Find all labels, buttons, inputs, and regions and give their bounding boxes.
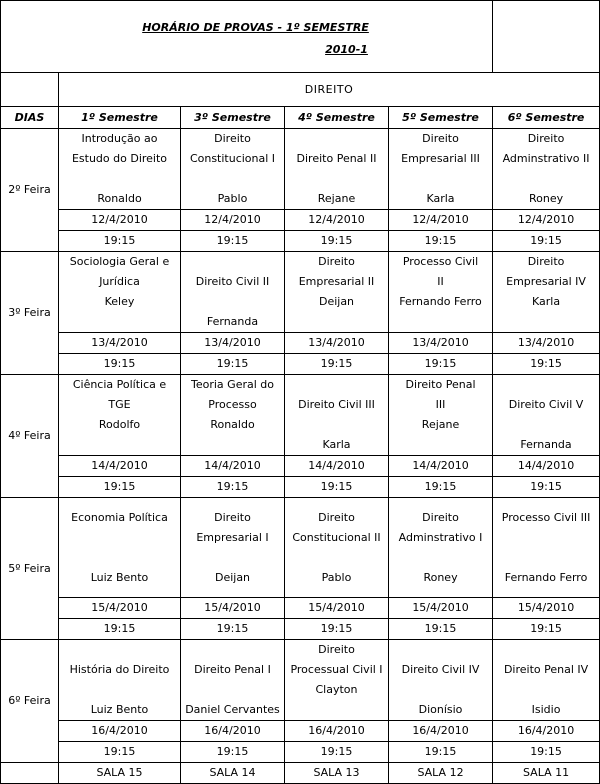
exam-date: 12/4/2010 xyxy=(285,210,389,231)
exam-subject-cell xyxy=(59,375,181,456)
subject-line xyxy=(389,548,492,568)
professor-name: Luiz Bento xyxy=(90,703,149,716)
exam-subject-cell xyxy=(285,375,389,456)
subject-line: Jurídica xyxy=(99,275,140,288)
subject-line: Adminstrativo I xyxy=(398,530,483,544)
subject-line: Direito xyxy=(214,510,251,524)
subject-line: Ciência Política e xyxy=(72,378,167,391)
room-label: SALA 12 xyxy=(389,763,493,784)
exam-date: 16/4/2010 xyxy=(389,721,493,742)
exam-date: 12/4/2010 xyxy=(181,210,285,231)
subject-line: Direito Penal IV xyxy=(503,663,589,676)
day-label: 3º Feira xyxy=(1,252,59,375)
subject-line: Rejane xyxy=(421,418,460,431)
subject-line xyxy=(285,548,388,568)
exam-subject-cell xyxy=(59,129,181,210)
exam-subject-cell xyxy=(181,640,285,721)
subject-line xyxy=(59,680,180,700)
subject-line: Clayton xyxy=(315,683,358,696)
header-semester-6: 6º Semestre xyxy=(493,107,600,129)
professor-name xyxy=(59,435,180,455)
day-label: 2º Feira xyxy=(1,129,59,252)
exam-time: 19:15 xyxy=(389,477,493,498)
exam-date: 14/4/2010 xyxy=(389,456,493,477)
exam-subject-cell xyxy=(59,640,181,721)
exam-date: 16/4/2010 xyxy=(285,721,389,742)
exam-time: 19:15 xyxy=(389,231,493,252)
exam-subject-cell xyxy=(389,129,493,210)
exam-time: 19:15 xyxy=(493,231,600,252)
subject-line: Fernando Ferro xyxy=(399,295,482,308)
subject-line: Direito Civil V xyxy=(508,398,584,411)
subject-line xyxy=(493,169,599,189)
subject-line xyxy=(285,129,388,149)
header-semester-3: 3º Semestre xyxy=(181,107,285,129)
subject-line: Direito Penal I xyxy=(194,663,271,676)
subject-line: Deijan xyxy=(318,295,355,308)
subject-line: Empresarial II xyxy=(298,275,375,288)
exam-time: 19:15 xyxy=(181,354,285,375)
subject-line: Direito xyxy=(527,132,565,145)
subject-line: Direito Penal xyxy=(405,378,476,391)
exam-date: 13/4/2010 xyxy=(389,333,493,354)
exam-date: 15/4/2010 xyxy=(181,598,285,619)
subject-line: Processual Civil I xyxy=(290,663,383,676)
subject-line: Karla xyxy=(532,295,561,308)
exam-time: 19:15 xyxy=(493,477,600,498)
subject-line xyxy=(59,169,180,189)
exam-time: 19:15 xyxy=(59,619,181,640)
subject-line: Introdução ao xyxy=(81,132,158,145)
subject-line xyxy=(389,680,492,700)
exam-date: 16/4/2010 xyxy=(493,721,600,742)
room-label: SALA 15 xyxy=(59,763,181,784)
subject-line: Processo xyxy=(208,398,257,411)
exam-time: 19:15 xyxy=(59,354,181,375)
exam-date: 15/4/2010 xyxy=(389,598,493,619)
professor-name: Roney xyxy=(423,570,458,584)
subject-line: Keley xyxy=(104,295,135,308)
exam-subject-cell xyxy=(59,498,181,598)
professor-name xyxy=(493,312,599,332)
exam-date: 14/4/2010 xyxy=(493,456,600,477)
exam-time: 19:15 xyxy=(389,742,493,763)
subject-line xyxy=(285,169,388,189)
subject-line: Empresarial III xyxy=(401,152,480,165)
subject-line: Teoria Geral do xyxy=(191,378,274,391)
exam-time: 19:15 xyxy=(389,354,493,375)
subject-line xyxy=(493,548,599,568)
professor-name: Karla xyxy=(322,438,351,451)
subject-line: Adminstrativo II xyxy=(502,152,590,165)
exam-subject-cell xyxy=(181,252,285,333)
exam-subject-cell xyxy=(181,498,285,598)
exam-subject-cell xyxy=(59,252,181,333)
course-blank-cell xyxy=(1,73,59,107)
professor-name xyxy=(181,435,284,455)
subject-line: Processo Civil III xyxy=(501,510,591,524)
subject-line: Direito Civil III xyxy=(298,398,375,411)
subject-line xyxy=(493,375,599,395)
exam-date: 12/4/2010 xyxy=(389,210,493,231)
exam-time: 19:15 xyxy=(181,477,285,498)
course-name: DIREITO xyxy=(59,73,600,107)
professor-name: Isidio xyxy=(531,703,561,716)
exam-subject-cell xyxy=(493,640,600,721)
subject-line: Direito Penal II xyxy=(296,152,377,165)
header-semester-5: 5º Semestre xyxy=(389,107,493,129)
subject-line: Direito xyxy=(318,643,355,656)
title-line-1: HORÁRIO DE PROVAS - 1º SEMESTRE xyxy=(142,21,369,34)
exam-time: 19:15 xyxy=(285,742,389,763)
subject-line: Empresarial I xyxy=(196,530,269,544)
professor-name: Rejane xyxy=(317,192,356,205)
exam-subject-cell xyxy=(285,129,389,210)
exam-time: 19:15 xyxy=(285,231,389,252)
exam-time: 19:15 xyxy=(181,619,285,640)
professor-name xyxy=(389,312,492,332)
subject-line: Direito xyxy=(318,255,355,268)
professor-name: Pablo xyxy=(217,192,248,205)
exam-time: 19:15 xyxy=(493,619,600,640)
subject-line xyxy=(493,415,599,435)
subject-line: III xyxy=(435,398,446,411)
subject-line: Rodolfo xyxy=(98,418,141,431)
subject-line: Direito xyxy=(214,132,251,145)
exam-date: 13/4/2010 xyxy=(493,333,600,354)
header-semester-1: 1º Semestre xyxy=(59,107,181,129)
exam-time: 19:15 xyxy=(493,354,600,375)
subject-line: Direito Civil II xyxy=(195,275,270,288)
exam-subject-cell xyxy=(389,375,493,456)
subject-line xyxy=(389,169,492,189)
subject-line xyxy=(59,640,180,660)
day-label: 6º Feira xyxy=(1,640,59,763)
exam-subject-cell xyxy=(493,375,600,456)
subject-line xyxy=(181,680,284,700)
room-label: SALA 11 xyxy=(493,763,600,784)
day-label: 5º Feira xyxy=(1,498,59,640)
subject-line xyxy=(285,375,388,395)
exam-date: 12/4/2010 xyxy=(59,210,181,231)
subject-line: Processo Civil xyxy=(402,255,479,268)
subject-line xyxy=(181,292,284,312)
exam-subject-cell xyxy=(181,375,285,456)
exam-date: 13/4/2010 xyxy=(59,333,181,354)
subject-line xyxy=(59,528,180,548)
professor-name xyxy=(389,435,492,455)
subject-line xyxy=(181,548,284,568)
professor-name: Luiz Bento xyxy=(90,570,149,584)
subject-line xyxy=(493,640,599,660)
subject-line: Sociologia Geral e xyxy=(69,255,170,268)
exam-subject-cell xyxy=(493,498,600,598)
subject-line: Constitucional I xyxy=(189,152,276,165)
day-label: 4º Feira xyxy=(1,375,59,498)
professor-name: Ronaldo xyxy=(97,192,142,205)
subject-line xyxy=(285,415,388,435)
exam-time: 19:15 xyxy=(181,742,285,763)
exam-date: 15/4/2010 xyxy=(59,598,181,619)
professor-name: Pablo xyxy=(321,570,352,584)
subject-line: Direito xyxy=(318,510,355,524)
professor-name xyxy=(285,312,388,332)
exam-date: 15/4/2010 xyxy=(493,598,600,619)
exam-time: 19:15 xyxy=(59,742,181,763)
exam-time: 19:15 xyxy=(493,742,600,763)
exam-time: 19:15 xyxy=(389,619,493,640)
subject-line xyxy=(181,640,284,660)
subject-line: Direito Civil IV xyxy=(401,663,480,676)
exam-subject-cell xyxy=(285,498,389,598)
subject-line xyxy=(389,640,492,660)
subject-line: Constitucional II xyxy=(292,530,381,544)
subject-line: História do Direito xyxy=(69,663,170,676)
exam-date: 16/4/2010 xyxy=(181,721,285,742)
subject-line: Empresarial IV xyxy=(506,275,586,288)
exam-subject-cell xyxy=(493,129,600,210)
subject-line: Economia Política xyxy=(71,510,168,524)
professor-name xyxy=(285,700,388,720)
subject-line: TGE xyxy=(108,398,131,411)
professor-name: Roney xyxy=(528,192,564,205)
professor-name: Daniel Cervantes xyxy=(185,703,280,716)
exam-time: 19:15 xyxy=(181,231,285,252)
exam-date: 12/4/2010 xyxy=(493,210,600,231)
professor-name: Dionísio xyxy=(418,703,463,716)
exam-date: 13/4/2010 xyxy=(285,333,389,354)
subject-line xyxy=(493,680,599,700)
title-line-2: 2010-1 xyxy=(325,43,368,56)
exam-subject-cell xyxy=(389,252,493,333)
exam-date: 14/4/2010 xyxy=(59,456,181,477)
subject-line xyxy=(493,528,599,548)
exam-subject-cell xyxy=(285,640,389,721)
room-label: SALA 14 xyxy=(181,763,285,784)
subject-line xyxy=(59,548,180,568)
professor-name xyxy=(59,312,180,332)
exam-subject-cell xyxy=(389,640,493,721)
exam-date: 14/4/2010 xyxy=(285,456,389,477)
exam-time: 19:15 xyxy=(285,619,389,640)
exam-time: 19:15 xyxy=(285,477,389,498)
professor-name: Fernando Ferro xyxy=(504,570,588,584)
exam-time: 19:15 xyxy=(59,477,181,498)
exam-date: 14/4/2010 xyxy=(181,456,285,477)
title-blank-cell xyxy=(493,1,600,73)
subject-line: II xyxy=(437,275,444,288)
subject-line: Ronaldo xyxy=(210,418,255,431)
subject-line xyxy=(181,252,284,272)
header-semester-4: 4º Semestre xyxy=(285,107,389,129)
exam-time: 19:15 xyxy=(59,231,181,252)
room-label: SALA 13 xyxy=(285,763,389,784)
subject-line: Direito xyxy=(422,132,459,145)
exam-subject-cell xyxy=(181,129,285,210)
professor-name: Fernanda xyxy=(206,315,259,328)
exam-date: 16/4/2010 xyxy=(59,721,181,742)
rooms-blank-cell xyxy=(1,763,59,784)
professor-name: Deijan xyxy=(214,570,251,584)
professor-name: Karla xyxy=(426,192,455,205)
subject-line xyxy=(181,169,284,189)
subject-line: Direito xyxy=(527,255,565,268)
exam-date: 13/4/2010 xyxy=(181,333,285,354)
subject-line: Direito xyxy=(422,510,459,524)
exam-time: 19:15 xyxy=(285,354,389,375)
subject-line: Estudo do Direito xyxy=(71,152,168,165)
professor-name: Fernanda xyxy=(520,438,572,451)
exam-subject-cell xyxy=(389,498,493,598)
header-days: DIAS xyxy=(1,107,59,129)
exam-subject-cell xyxy=(493,252,600,333)
exam-date: 15/4/2010 xyxy=(285,598,389,619)
page-title xyxy=(1,1,493,73)
exam-subject-cell xyxy=(285,252,389,333)
